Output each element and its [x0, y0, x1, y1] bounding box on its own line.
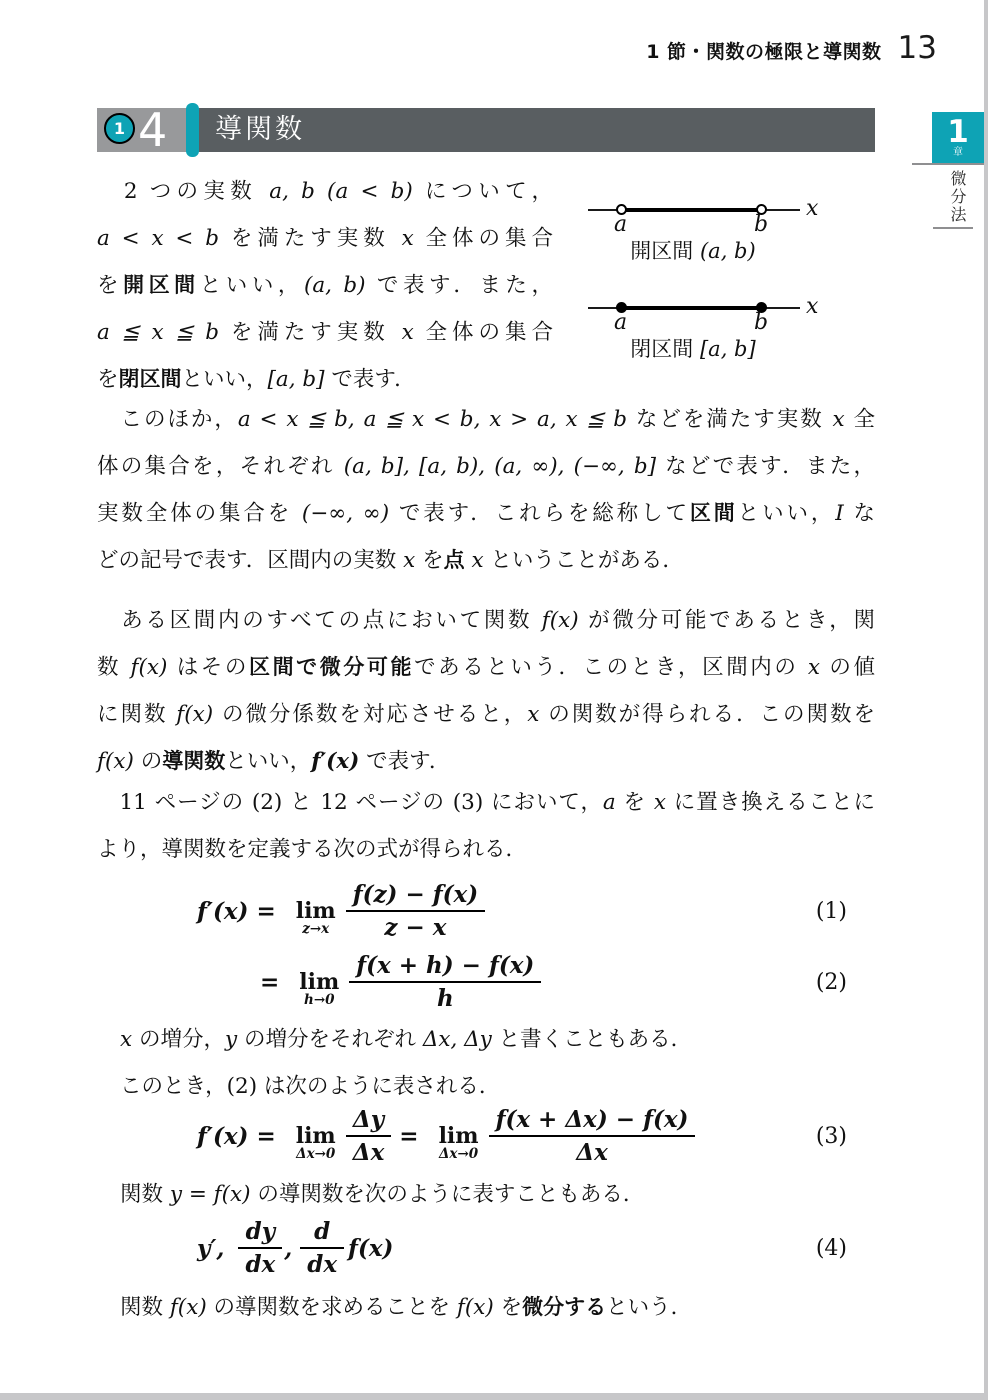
text-segment: 関数: [120, 1295, 170, 1320]
fraction: [346, 882, 485, 940]
text-segment: x: [527, 702, 540, 727]
text-segment: 閉区間: [118, 367, 182, 391]
diagram-caption: [593, 334, 793, 364]
text-line: [97, 691, 875, 738]
text-segment: に置き換えることに: [665, 790, 875, 815]
text-segment: と書くこともある．: [491, 1027, 693, 1052]
text-segment: の微分係数を対応させると，: [213, 702, 528, 727]
text-segment: f(x): [130, 655, 168, 680]
lim-word: lim: [295, 898, 336, 924]
text-segment: で表す．これらを総称して: [389, 501, 690, 526]
text-segment: x: [471, 548, 484, 573]
text-segment: f′(x): [311, 749, 360, 774]
closed-interval-diagram: [588, 294, 838, 374]
text-line: [97, 597, 875, 644]
text-segment: の値: [820, 655, 875, 680]
text-line: [97, 309, 553, 356]
text-segment: x: [401, 226, 414, 251]
text-segment: 点: [443, 548, 465, 572]
fraction-denominator: dx: [300, 1247, 344, 1277]
text-segment: 開区間: [123, 273, 200, 297]
paragraph-intervals-intro: [97, 168, 553, 403]
equation-number: (1): [815, 898, 847, 924]
text-segment: について，: [412, 179, 554, 204]
fraction-numerator: f(x + Δx) − f(x): [495, 1106, 689, 1133]
lim-subscript: z→x: [302, 921, 330, 937]
fraction-numerator: f(x + h) − f(x): [356, 952, 535, 979]
chapter-side-tab: [932, 112, 984, 163]
text-segment: a < x < b: [97, 226, 220, 251]
text-segment: a ≦ x ≦ b: [97, 320, 220, 345]
section-title: 導関数: [215, 114, 305, 145]
chapter-title-vertical: 微分法: [948, 170, 967, 224]
text-segment: このとき，(2) は次のように表される．: [120, 1074, 501, 1099]
text-segment: といい，: [199, 273, 304, 298]
text-segment: x: [807, 655, 820, 680]
page-edge-right: [984, 0, 988, 1400]
axis-label: x: [806, 196, 819, 221]
text-segment: Δx, Δy: [422, 1027, 492, 1052]
text-segment: を満たす実数: [219, 226, 402, 251]
text-segment: 開区間: [630, 239, 700, 263]
equation-4: [97, 1212, 875, 1284]
y-prime-term: y′,: [197, 1234, 225, 1262]
text-segment: の導関数を求めることを: [206, 1295, 457, 1320]
page-number: 13: [897, 30, 937, 66]
text-segment: ということがある．: [483, 548, 684, 573]
equation-2: [97, 946, 875, 1018]
banner-accent-bar: [186, 103, 199, 157]
equation-1: [97, 875, 875, 947]
text-segment: 全: [844, 407, 875, 432]
chapter-number: 1: [947, 113, 969, 150]
text-segment: であるという．このとき，区間内の: [414, 655, 808, 680]
text-segment: 実数全体の集合を: [97, 501, 302, 526]
text-segment: 全体の集合: [413, 226, 554, 251]
fraction-numerator: d: [314, 1218, 331, 1245]
text-segment: a: [602, 790, 616, 815]
fraction-denominator: Δx: [489, 1135, 696, 1165]
text-segment: の増分をそれぞれ: [237, 1027, 423, 1052]
text-segment: で表す．: [324, 367, 416, 392]
lim-word: lim: [438, 1123, 479, 1149]
text-segment: を: [615, 790, 654, 815]
text-segment: (a, b): [303, 273, 366, 298]
diagram-caption: [593, 236, 793, 266]
text-segment: な: [843, 501, 875, 526]
open-interval-diagram: [588, 196, 838, 276]
text-segment: が微分可能であるとき，関: [578, 608, 876, 633]
lim-word: lim: [299, 969, 340, 995]
text-line: [120, 1171, 875, 1218]
text-segment: y = f(x): [169, 1182, 251, 1207]
text-segment: に関数: [97, 702, 177, 727]
text-segment: (a, b): [699, 239, 756, 263]
text-line: [97, 215, 553, 262]
endpoint-b-label: b: [754, 212, 769, 237]
text-segment: y: [224, 1027, 238, 1052]
text-segment: といい，: [737, 501, 836, 526]
running-head: [646, 30, 937, 66]
text-segment: x: [653, 790, 666, 815]
fraction-denominator: h: [349, 981, 541, 1011]
endpoint-a-label: a: [614, 212, 628, 237]
text-segment: といい，: [225, 749, 312, 774]
page-edge-bottom: [0, 1393, 988, 1400]
text-segment: の導関数を次のように表すこともある．: [250, 1182, 645, 1207]
fraction-denominator: z − x: [346, 910, 485, 940]
text-line: [97, 490, 875, 537]
fraction: [238, 1219, 282, 1277]
fx-term: f(x): [348, 1234, 394, 1262]
endpoint-a-label: a: [614, 310, 628, 335]
text-segment: 関数: [120, 1182, 170, 1207]
text-segment: より，導関数を定義する次の式が得られる．: [97, 837, 528, 862]
comma: ,: [284, 1234, 293, 1262]
text-segment: はその: [167, 655, 250, 680]
text-segment: x: [403, 548, 416, 573]
text-segment: 区間で微分可能: [249, 655, 415, 679]
text-segment: 2 つの実数: [97, 179, 270, 204]
text-segment: などを満たす実数: [627, 407, 833, 432]
text-segment: ある区間内のすべての点において関数: [97, 608, 542, 633]
equation-number: (4): [815, 1235, 847, 1261]
fraction-numerator: dy: [245, 1218, 276, 1245]
text-segment: を: [415, 548, 444, 573]
text-line: [97, 537, 875, 584]
text-segment: 11 ページの (2) と 12 ページの (3) において，: [97, 790, 603, 815]
text-segment: (a, b], [a, b), (a, ∞), (−∞, b]: [343, 454, 656, 479]
paragraph-increments: [120, 1016, 875, 1110]
equals-sign: =: [399, 1122, 419, 1150]
paragraph-notation-intro: [120, 1171, 875, 1218]
text-line: [120, 1016, 875, 1063]
fraction: [489, 1107, 696, 1165]
paragraph-differentiate: [120, 1284, 875, 1331]
section-banner: [97, 103, 875, 157]
text-segment: などで表す．また，: [655, 454, 875, 479]
lim-subscript: h→0: [304, 992, 335, 1008]
fraction-denominator: Δx: [346, 1135, 392, 1165]
text-segment: 数: [97, 655, 131, 680]
text-segment: [a, b]: [267, 367, 325, 392]
limit-operator: [299, 971, 339, 1007]
text-segment: といい，: [181, 367, 268, 392]
text-line: [97, 262, 553, 309]
text-segment: 閉区間: [630, 337, 700, 361]
equation-3: [97, 1100, 875, 1172]
text-segment: I: [835, 501, 844, 526]
equation-lhs: =: [260, 968, 280, 996]
lim-word: lim: [295, 1123, 336, 1149]
text-segment: このほか，: [97, 407, 238, 432]
fraction-numerator: f(z) − f(x): [352, 881, 479, 908]
text-segment: a < x ≦ b, a ≦ x < b, x > a, x ≦ b: [237, 407, 628, 432]
text-segment: 全体の集合: [413, 320, 554, 345]
text-segment: [a, b]: [699, 337, 756, 361]
text-segment: を満たす実数: [219, 320, 402, 345]
fraction: [349, 953, 541, 1011]
paragraph-definition-intro: [97, 779, 875, 873]
text-line: [97, 644, 875, 691]
text-segment: x: [120, 1027, 133, 1052]
equation-number: (3): [815, 1123, 847, 1149]
text-segment: x: [401, 320, 414, 345]
unit-number-badge: 1: [104, 113, 135, 144]
text-segment: a, b (a < b): [269, 179, 413, 204]
side-tab-underline: [912, 163, 984, 165]
text-segment: f(x): [169, 1295, 207, 1320]
text-segment: f(x): [456, 1295, 494, 1320]
equation-lhs: f′(x) =: [197, 897, 276, 925]
limit-operator: [296, 1125, 336, 1161]
text-segment: 導関数: [162, 749, 226, 773]
text-segment: を: [493, 1295, 523, 1320]
chapter-suffix: 章: [953, 146, 963, 158]
interval-segment: [621, 306, 763, 310]
text-segment: を: [97, 273, 124, 298]
lim-subscript: Δx→0: [296, 1146, 336, 1162]
text-segment: の増分，: [132, 1027, 225, 1052]
text-segment: どの記号で表す．区間内の実数: [97, 548, 404, 573]
axis-label: x: [806, 294, 819, 319]
limit-operator: [296, 900, 336, 936]
text-segment: を: [97, 367, 119, 392]
text-line: [97, 396, 875, 443]
text-segment: 微分する: [522, 1295, 607, 1319]
text-line: [97, 826, 875, 873]
text-segment: の関数が得られる．この関数を: [539, 702, 875, 727]
paragraph-interval-notation: [97, 396, 875, 584]
limit-operator: [439, 1125, 479, 1161]
text-segment: x: [832, 407, 845, 432]
text-line: [120, 1284, 875, 1331]
text-segment: f(x): [176, 702, 214, 727]
text-segment: f(x): [541, 608, 579, 633]
fraction-denominator: dx: [238, 1247, 282, 1277]
endpoint-b-label: b: [754, 310, 769, 335]
text-segment: f(x): [97, 749, 134, 774]
text-segment: (−∞, ∞): [301, 501, 390, 526]
text-segment: の: [133, 749, 163, 774]
fraction-numerator: Δy: [352, 1106, 385, 1133]
text-segment: で表す．また，: [365, 273, 553, 298]
equation-number: (2): [815, 969, 847, 995]
text-line: [97, 443, 875, 490]
text-line: [97, 779, 875, 826]
text-line: [97, 738, 875, 785]
side-rule: [933, 227, 973, 229]
lim-subscript: Δx→0: [438, 1146, 479, 1162]
text-segment: 区間: [689, 501, 738, 525]
section-number: 4: [138, 103, 168, 157]
text-segment: という．: [606, 1295, 693, 1320]
equation-lhs: f′(x) =: [197, 1122, 276, 1150]
text-segment: で表す．: [359, 749, 451, 774]
running-head-title: 1 節・関数の極限と導関数: [646, 41, 882, 63]
fraction: [346, 1107, 392, 1165]
interval-segment: [621, 208, 763, 212]
paragraph-differentiable: [97, 597, 875, 785]
text-segment: 体の集合を，それぞれ: [97, 454, 344, 479]
fraction: [300, 1219, 344, 1277]
text-line: [97, 168, 553, 215]
